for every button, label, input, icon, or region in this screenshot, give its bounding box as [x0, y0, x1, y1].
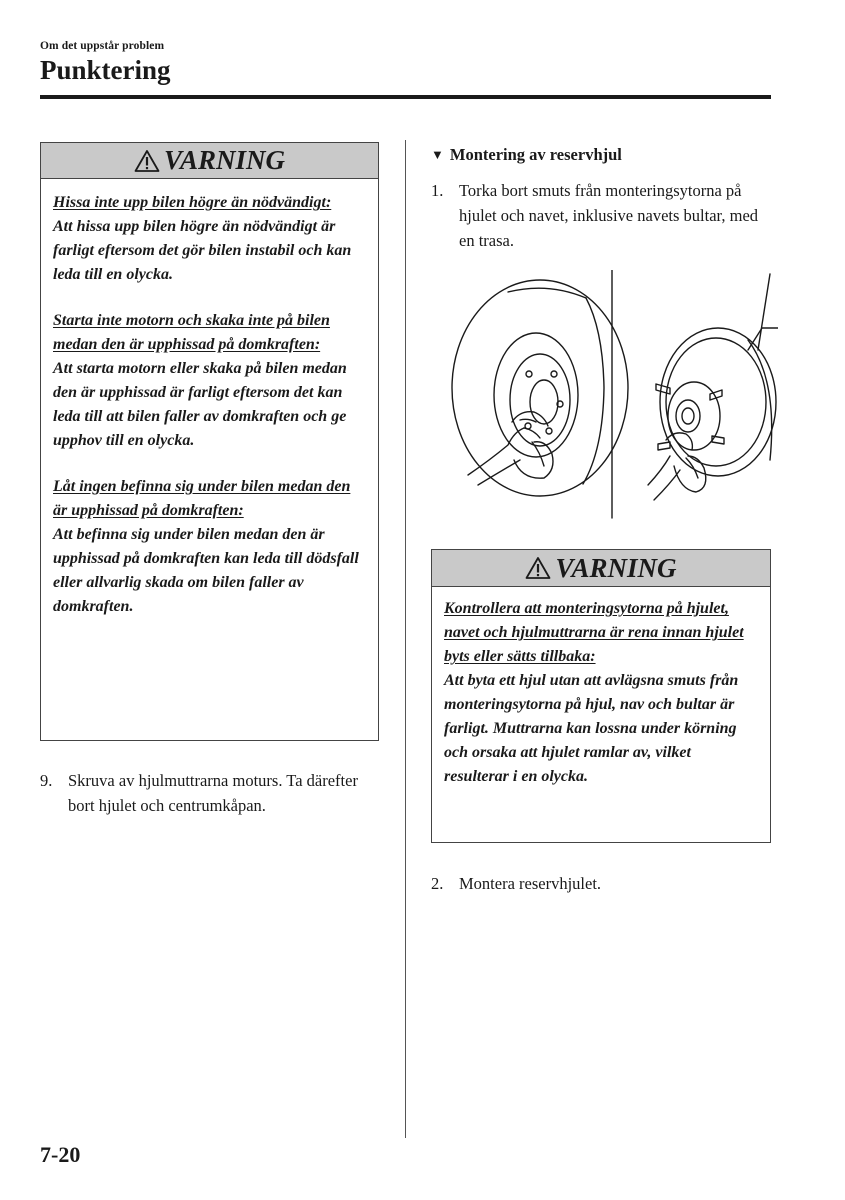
warning-body — [432, 587, 770, 801]
warning-item — [53, 309, 364, 453]
warning-item-heading: Kontrollera att monteringsytorna på hjulet, navet och hjulmuttrarna är rena innan hjulet byts eller sätts tillbaka: — [444, 600, 744, 665]
warning-item-text: Att befinna sig under bilen medan den är upphissad på domkraften kan leda till dödsfall eller allvarlig skada om bilen faller av domkraften. — [53, 526, 359, 615]
warning-item-text: Att hissa upp bilen högre än nödvändigt är farligt eftersom det gör bilen instabil och kan leda till en olycka. — [53, 218, 352, 283]
step-9 — [40, 768, 385, 818]
step-number: 1. — [431, 181, 444, 200]
warning-header — [432, 550, 770, 587]
warning-triangle-icon — [134, 149, 160, 173]
wheel-cleaning-illustration — [448, 270, 778, 530]
warning-item — [53, 191, 364, 287]
warning-header — [41, 143, 378, 179]
warning-item-heading: Låt ingen befinna sig under bilen medan den är upphissad på domkraften: — [53, 478, 351, 519]
subheading-text: Montering av reservhjul — [449, 145, 622, 164]
warning-item — [53, 475, 364, 619]
warning-body — [41, 179, 378, 631]
warning-item — [444, 597, 756, 789]
hub-disc-drawing — [648, 274, 778, 500]
step-text: Montera reservhjulet. — [459, 874, 602, 893]
step-text: Torka bort smuts från monteringsytorna på hjulet och navet, inklusive navets bultar, med en trasa. — [459, 181, 759, 250]
step-text: Skruva av hjulmuttrarna moturs. Ta därefter bort hjulet och centrumkåpan. — [68, 771, 358, 815]
warning-title: VARNING — [555, 552, 677, 583]
triangle-down-icon: ▼ — [431, 147, 444, 162]
warning-box-mounting — [431, 549, 771, 843]
page-number: 7-20 — [40, 1142, 81, 1167]
title-divider — [40, 95, 771, 99]
step-1 — [431, 178, 771, 253]
column-divider — [405, 140, 406, 1138]
step-2 — [431, 871, 771, 896]
step-number: 2. — [431, 874, 444, 893]
warning-item-text: Att byta ett hjul utan att avlägsna smuts från monteringsytorna på hjul, nav och bultar är farligt. Muttrarna kan lossna under körning och orsaka att hjulet ramlar av, vilket resulterar i en olycka. — [444, 672, 739, 785]
warning-title: VARNING — [163, 145, 286, 175]
warning-box-jacking — [40, 142, 379, 741]
section-label: Om det uppstår problem — [40, 40, 165, 52]
warning-triangle-icon — [525, 556, 551, 580]
wheel-tire-drawing — [452, 280, 628, 496]
subheading-spare-wheel — [431, 145, 622, 165]
warning-item-text: Att starta motorn eller skaka på bilen medan den är upphissad är farligt eftersom det kan leda till att bilen faller av domkraften och ge upphov till en olycka. — [53, 360, 347, 449]
warning-item-heading: Hissa inte upp bilen högre än nödvändigt: — [53, 194, 332, 211]
step-number: 9. — [40, 771, 53, 790]
warning-item-heading: Starta inte motorn och skaka inte på bilen medan den är upphissad på domkraften: — [53, 312, 330, 353]
page-title: Punktering — [40, 55, 171, 85]
